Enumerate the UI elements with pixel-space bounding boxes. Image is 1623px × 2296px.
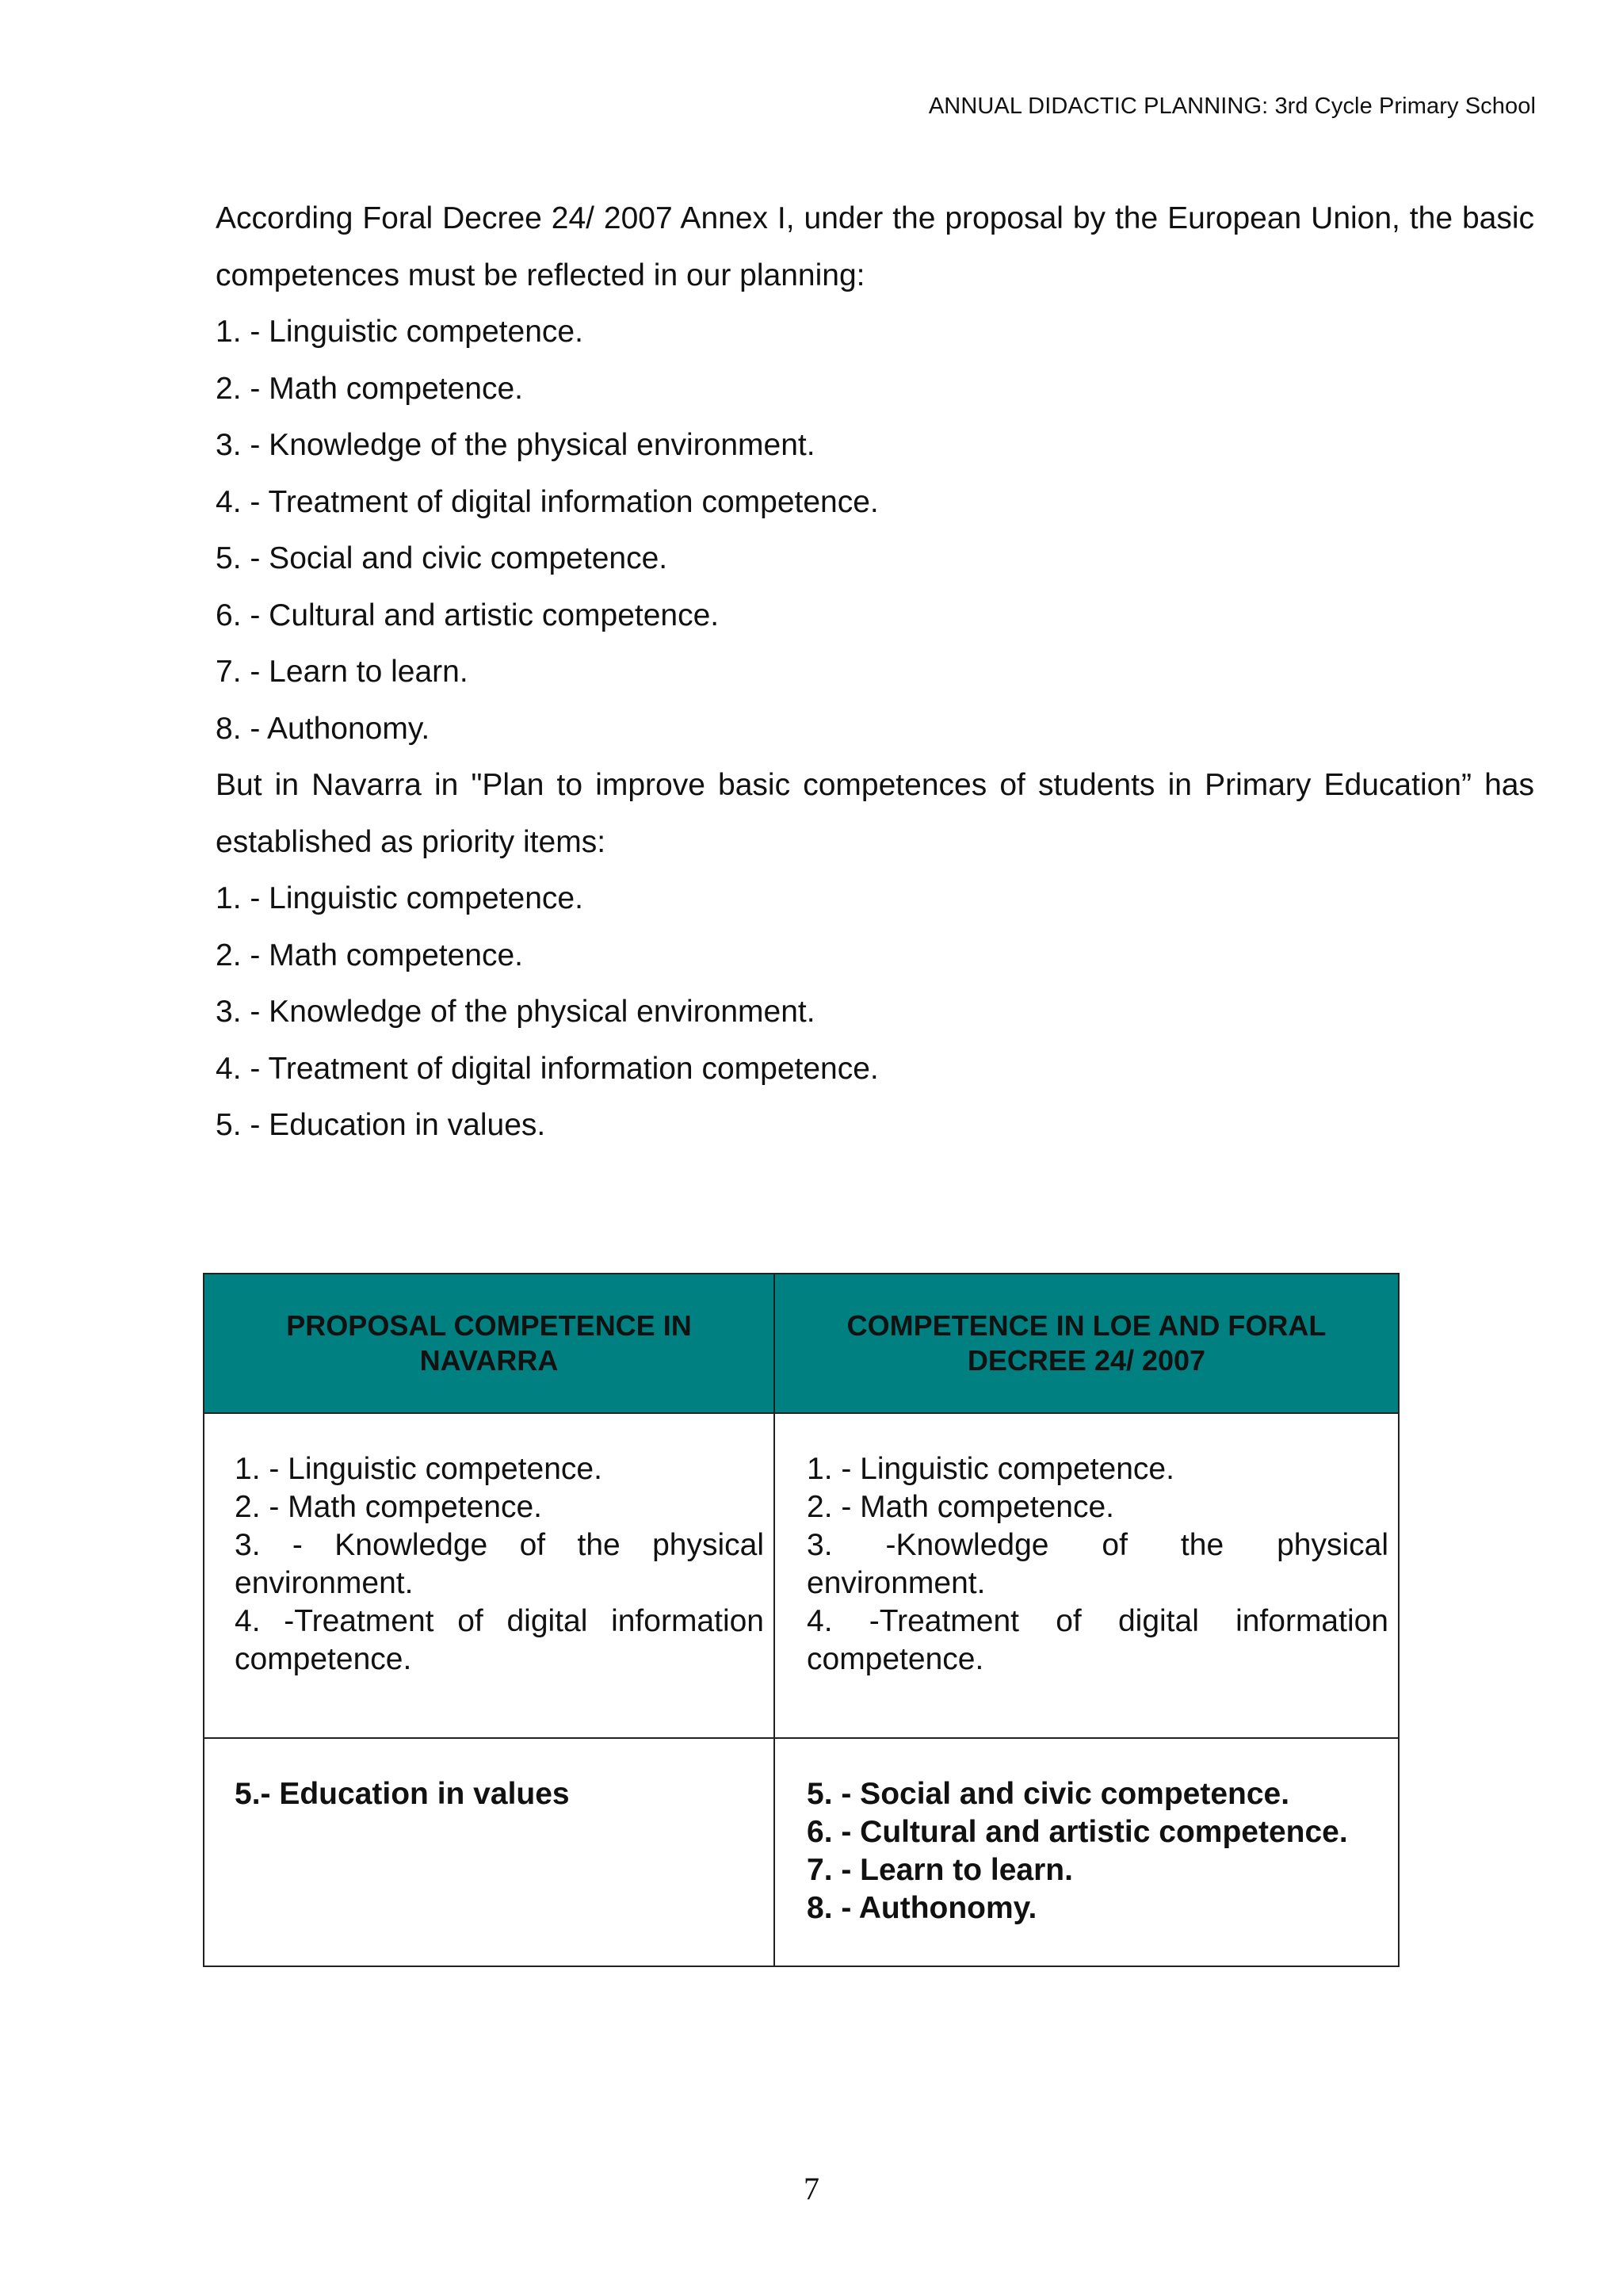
list-item: 2. - Math competence.	[216, 938, 524, 972]
cell-line: 1. - Linguistic competence.	[235, 1452, 602, 1486]
list-item: 8. - Authonomy.	[216, 711, 430, 746]
page-number: 7	[804, 2171, 819, 2206]
competence-list-navarra	[216, 870, 1534, 1154]
list-item: 5. - Social and civic competence.	[216, 541, 668, 575]
body-text	[216, 190, 1534, 1154]
navarra-paragraph: But in Navarra in "Plan to improve basic competences of students in Primary Education” has established as priority items:	[216, 768, 1534, 859]
cell-line: 6. - Cultural and artistic competence.	[807, 1815, 1348, 1849]
cell-line: 1. - Linguistic competence.	[807, 1452, 1174, 1486]
list-item: 6. - Cultural and artistic competence.	[216, 598, 720, 632]
competence-comparison-table	[203, 1273, 1400, 1967]
list-item: 4. - Treatment of digital information competence.	[216, 484, 879, 519]
cell-line: 8. - Authonomy.	[807, 1891, 1037, 1925]
table-cell	[774, 1413, 1399, 1738]
cell-line: 2. - Math competence.	[807, 1490, 1115, 1524]
list-item: 4. - Treatment of digital information competence.	[216, 1051, 879, 1086]
list-item: 1. - Linguistic competence.	[216, 315, 583, 349]
cell-line: 4. -Treatment of digital information competence.	[807, 1604, 1388, 1676]
table-cell	[204, 1738, 774, 1966]
cell-line: 4. -Treatment of digital information competence.	[235, 1604, 764, 1676]
intro-paragraph: According Foral Decree 24/ 2007 Annex I, under the proposal by the European Union, the basic competences must be reflected in our planning:	[216, 201, 1534, 292]
table-cell	[774, 1738, 1399, 1966]
cell-line: 7. - Learn to learn.	[807, 1853, 1073, 1887]
list-item: 3. - Knowledge of the physical environment.	[216, 995, 815, 1029]
list-item: 5. - Education in values.	[216, 1108, 546, 1142]
table-cell	[204, 1413, 774, 1738]
table-header-row	[204, 1274, 1399, 1413]
cell-line: 5.- Education in values	[235, 1777, 570, 1811]
list-item: 1. - Linguistic competence.	[216, 881, 583, 915]
cell-line: 5. - Social and civic competence.	[807, 1777, 1290, 1811]
list-item: 3. - Knowledge of the physical environment.	[216, 428, 815, 462]
cell-line: 2. - Math competence.	[235, 1490, 543, 1524]
header-navarra: PROPOSAL COMPETENCE IN NAVARRA	[204, 1274, 774, 1413]
cell-line: 3. -Knowledge of the physical environment.	[807, 1528, 1388, 1600]
cell-line: 3. - Knowledge of the physical environment.	[235, 1528, 764, 1600]
list-item: 7. - Learn to learn.	[216, 655, 468, 689]
table-row	[204, 1413, 1399, 1738]
header-loe: COMPETENCE IN LOE AND FORAL DECREE 24/ 2007	[774, 1274, 1399, 1413]
list-item: 2. - Math competence.	[216, 371, 524, 406]
table-row	[204, 1738, 1399, 1966]
competence-list-eu	[216, 304, 1534, 757]
running-header: ANNUAL DIDACTIC PLANNING: 3rd Cycle Primary School	[928, 94, 1536, 119]
